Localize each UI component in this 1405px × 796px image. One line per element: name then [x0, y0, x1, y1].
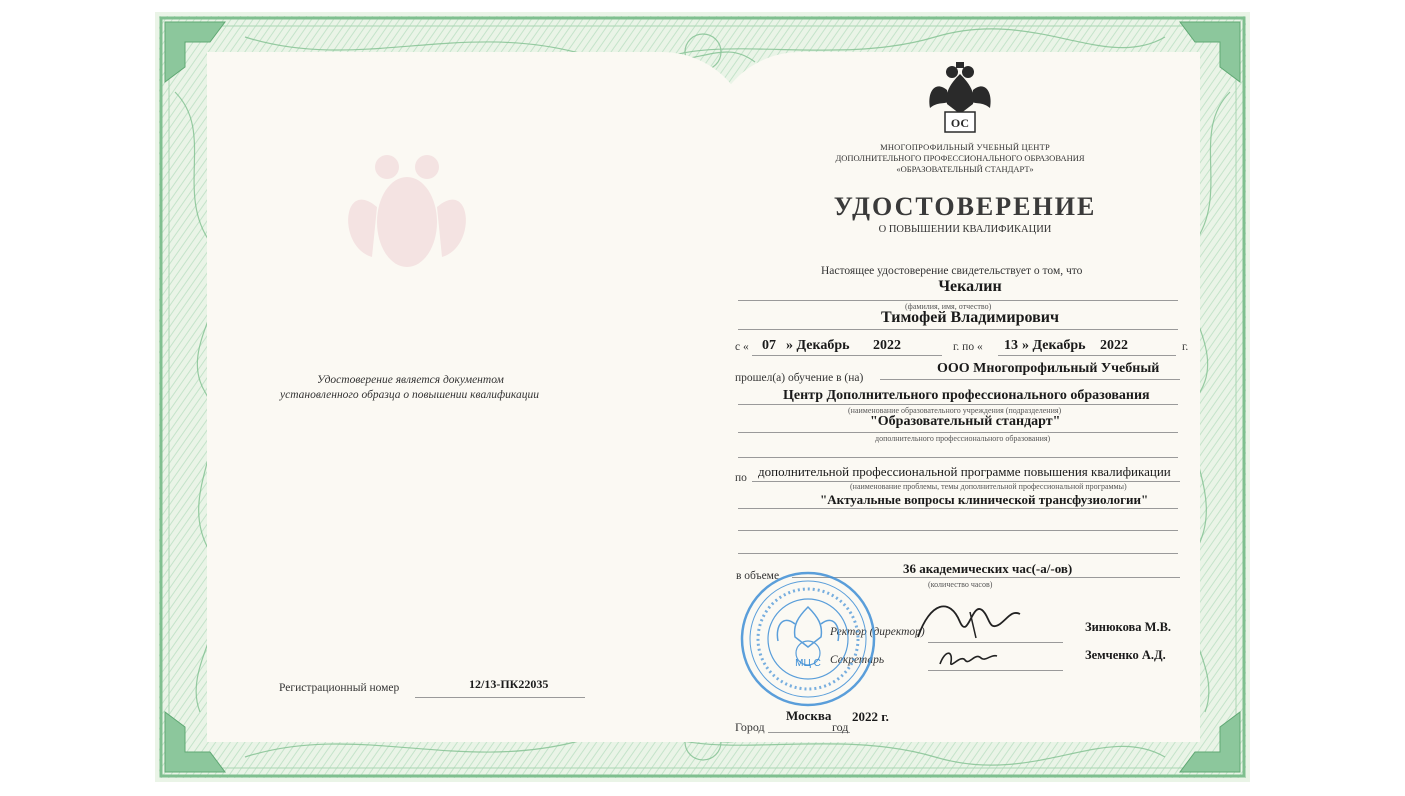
institution-caption2: дополнительного профессионального образования) [875, 434, 1051, 443]
city-value: Москва [786, 708, 832, 723]
end-day: 13 [1004, 338, 1018, 353]
institution-line2: Центр Дополнительного профессионального образования [783, 388, 1150, 403]
date-from-label: с « [735, 341, 749, 353]
year-label: год [832, 720, 849, 734]
volume-label: в объеме [736, 570, 780, 582]
validity-note-line2: установленного образца о повышении квалификации [280, 389, 539, 401]
city-label: Город [735, 720, 765, 734]
document-subtitle: О ПОВЫШЕНИИ КВАЛИФИКАЦИИ [878, 224, 1052, 235]
hours-caption: (количество часов) [928, 580, 993, 589]
fio-caption: (фамилия, имя, отчество) [905, 302, 992, 311]
institution-line1: ООО Многопрофильный Учебный [937, 361, 1160, 376]
start-day: 07 [762, 338, 776, 353]
program-line2: "Актуальные вопросы клинической трансфузиологии" [820, 492, 1149, 507]
secretary-name: Земченко А.Д. [1085, 648, 1166, 662]
program-line1: дополнительной профессиональной программе повышения квалификации [758, 464, 1171, 479]
start-year: 2022 [873, 338, 901, 353]
emblem-letters: ОС [950, 116, 970, 130]
double-eagle-emblem-icon [925, 62, 995, 134]
program-caption: (наименование проблемы, темы дополнительной профессиональной программы) [850, 482, 1127, 491]
director-label: Ректор (директор) [830, 626, 925, 638]
certificate-spread [155, 12, 1250, 782]
given-names-value: Тимофей Владимирович [880, 309, 1060, 326]
study-label: прошел(а) обучение в (на) [735, 372, 864, 384]
hours-value: 36 академических час(-а/-ов) [903, 561, 1073, 576]
watermark-eagle-icon [332, 137, 482, 297]
org-name-line3: «ОБРАЗОВАТЕЛЬНЫЙ СТАНДАРТ» [896, 164, 1034, 174]
institution-line3: "Образовательный стандарт" [870, 414, 1061, 429]
secretary-signature-icon [935, 646, 1015, 672]
secretary-label: Секретарь [830, 654, 885, 666]
end-month: » Декабрь [1022, 338, 1086, 353]
year-value: 2022 г. [852, 709, 889, 724]
org-name-line2: ДОПОЛНИТЕЛЬНОГО ПРОФЕССИОНАЛЬНОГО ОБРАЗОВАНИЯ [835, 153, 1085, 163]
right-page [710, 52, 1200, 742]
reg-number-value: 12/13-ПК22035 [469, 677, 549, 691]
reg-number-label: Регистрационный номер [279, 682, 400, 694]
end-year: 2022 [1100, 338, 1128, 353]
validity-note-line1: Удостоверение является документом [317, 374, 504, 386]
document-title: УДОСТОВЕРЕНИЕ [833, 192, 1097, 221]
surname-value: Чекалин [938, 278, 1002, 295]
start-month: » Декабрь [786, 338, 850, 353]
institution-caption1: (наименование образовательного учреждения (подразделения) [848, 406, 1062, 415]
left-page [207, 52, 752, 742]
director-signature-icon [910, 592, 1030, 644]
date-suffix: г. [1182, 341, 1189, 353]
org-name-line1: МНОГОПРОФИЛЬНЫЙ УЧЕБНЫЙ ЦЕНТР [880, 142, 1050, 152]
stamp-letters: МЦ С [795, 658, 821, 669]
director-name: Зинюкова М.В. [1085, 620, 1172, 634]
date-to-label: г. по « [953, 341, 983, 353]
intro-text: Настоящее удостоверение свидетельствует о том, что [821, 265, 1083, 277]
program-prefix: по [735, 472, 747, 484]
round-seal-stamp [738, 569, 878, 709]
